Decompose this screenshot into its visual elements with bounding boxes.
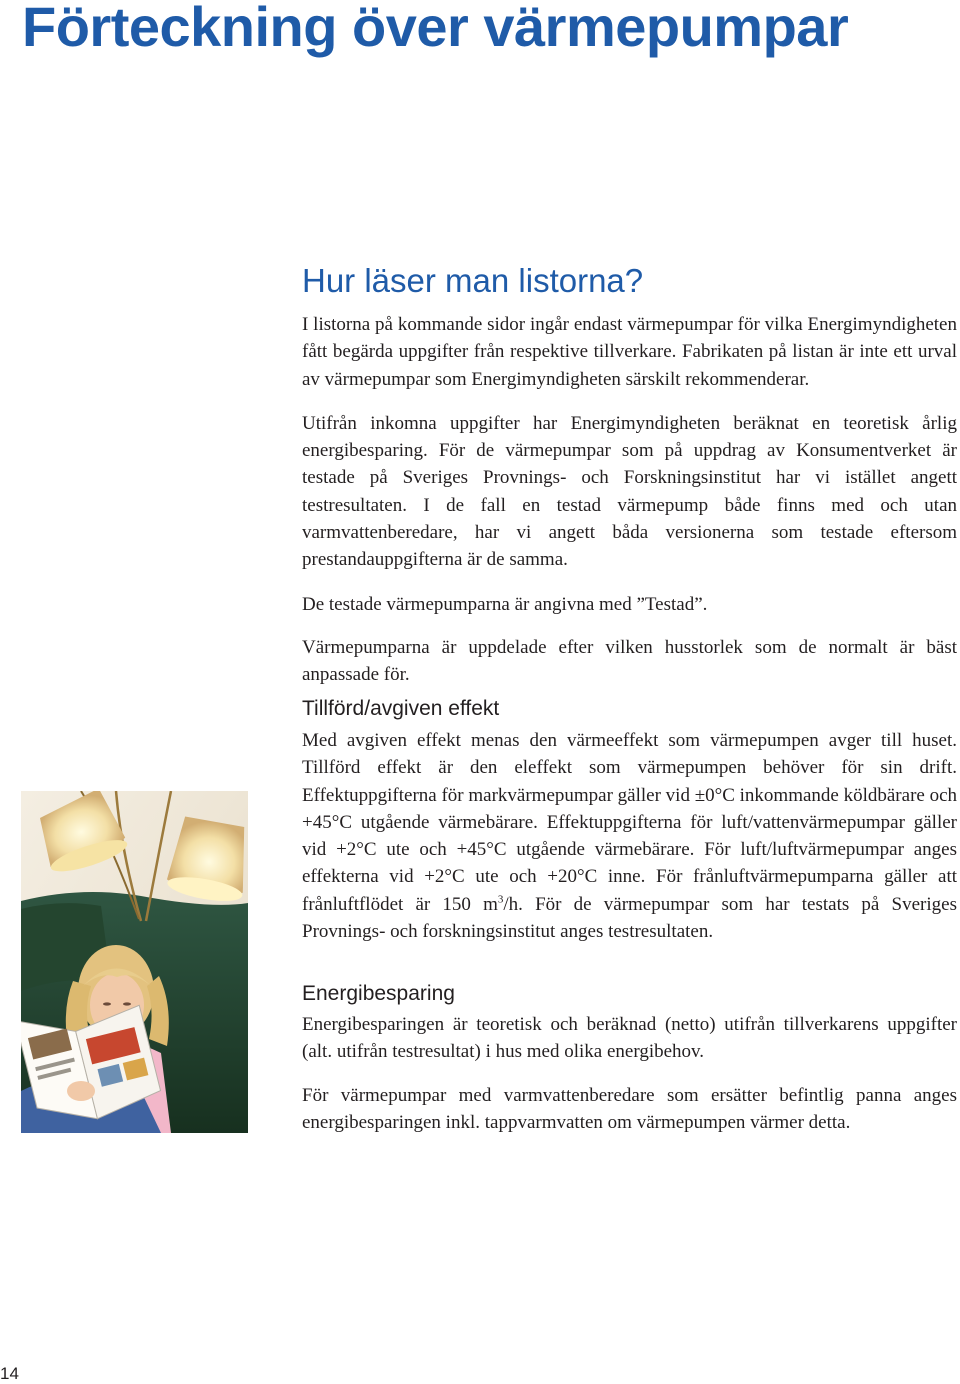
page-title: Förteckning över värmepumpar: [22, 0, 849, 58]
energi-text: [302, 1011, 957, 1136]
photo-girl-reading: [21, 791, 248, 1133]
effekt-text: [302, 727, 957, 945]
paragraph: Utifrån inkomna uppgifter har Energimyndigheten beräknat en teoretisk årlig energibesparing. För de värmepumpar som på uppdrag av Konsumentverket är testade på Sveriges Provnings- och Forskningsinstitut har vi istället angett testresultaten. I de fall en testad värmepump både finns med och utan varmvattenberedare, har vi angett båda versionerna som testade eftersom prestandauppgifterna är de samma.: [302, 412, 957, 571]
section-heading-hur-laser: Hur läser man listorna?: [302, 262, 644, 299]
paragraph: För värmepumpar med varmvattenberedare som ersätter befintlig panna anges energibesparingen inkl. tappvarmvatten om värmepumpen värmer detta.: [302, 1084, 957, 1133]
paragraph: De testade värmepumparna är angivna med ”Testad”.: [302, 593, 708, 615]
paragraph: I listorna på kommande sidor ingår endast värmepumpar för vilka Energimyndigheten fått begärda uppgifter från respektive tillverkare. Fabrikaten på listan är inte ett urval av värmepumpar som Energimyndigheten särskilt rekommenderar.: [302, 314, 957, 390]
sub-heading-energibesparing: Energibesparing: [302, 982, 455, 1005]
intro-text: [302, 311, 957, 689]
paragraph: Energibesparingen är teoretisk och beräknad (netto) utifrån tillverkarens uppgifter (alt. utifrån testresultat) i hus med olika energibehov.: [302, 1014, 957, 1063]
sub-heading-effekt: Tillförd/avgiven effekt: [302, 697, 500, 720]
paragraph: Värmepumparna är uppdelade efter vilken husstorlek som de normalt är bäst anpassade för.: [302, 636, 957, 686]
page-number: 14: [0, 1364, 19, 1383]
paragraph: Med avgiven effekt menas den värmeeffekt som värmepumpen avger till huset. Tillförd effekt är den eleffekt som värmepumpen behöver för sin drift. Effektuppgifterna för markvärmepumpar gäller vid ±0°C inkommande köldbärare och +45°C utgående värmebärare. Effektuppgifterna för luft/vattenvärmepumpar gäller vid +2°C ute och +45°C utgående värmebärare. För luft/luftvärmepumpar anges effekterna vid +2°C ute och +20°C inne. För frånluftvärmepumparna gäller att frånluftflödet är 150 $m^3/h$. För de värmepumpar som har testats på Sveriges Provnings- och forskningsinstitut anges testresultaten.: [302, 730, 958, 943]
